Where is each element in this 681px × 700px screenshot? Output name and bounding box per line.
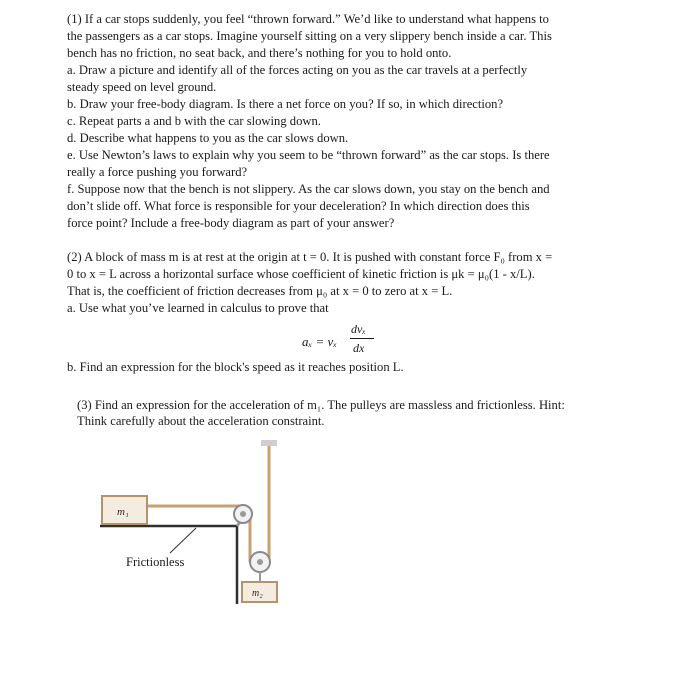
ceiling-mount xyxy=(261,440,277,446)
p3-line-2: Think carefully about the acceleration constraint. xyxy=(77,414,325,428)
p2-part-b: b. Find an expression for the block's speed as it reaches position L. xyxy=(67,360,404,374)
p1-line-13: force point? Include a free-body diagram as part of your answer? xyxy=(67,216,395,230)
p1-line-11: f. Suppose now that the bench is not slippery. As the car slows down, you stay on the bench and xyxy=(67,182,550,196)
p1-line-7: c. Repeat parts a and b with the car slowing down. xyxy=(67,114,321,128)
p1-line-5: steady speed on level ground. xyxy=(67,80,217,94)
upper-pulley-axle xyxy=(240,511,246,517)
p1-line-2: the passengers as a car stops. Imagine yourself sitting on a very slippery bench inside a car. This xyxy=(67,29,552,43)
p1-line-3: bench has no friction, no seat back, and there’s nothing for you to hold onto. xyxy=(67,46,452,60)
equation-denominator: dx xyxy=(353,341,365,355)
p2-line-3: That is, the coefficient of friction decreases from μ₀ at x = 0 to zero at x = L. xyxy=(67,284,453,298)
p2-line-1: (2) A block of mass m is at rest at the origin at t = 0. It is pushed with constant force F₀ from x = xyxy=(67,250,553,264)
p2-line-2: 0 to x = L across a horizontal surface whose coefficient of kinetic friction is μk = μ₀(1 - x/L). xyxy=(67,267,535,281)
p1-line-6: b. Draw your free-body diagram. Is there a net force on you? If so, in which direction? xyxy=(67,97,504,111)
p3-line-1: (3) Find an expression for the acceleration of m₁. The pulleys are massless and frictionless. Hint: xyxy=(77,398,565,412)
p1-line-12: don’t slide off. What force is responsible for your deceleration? In which direction does this xyxy=(67,199,530,213)
equation-numerator: dvₓ xyxy=(351,322,366,336)
p1-line-1: (1) If a car stops suddenly, you feel “thrown forward.” We’d like to understand what happens to xyxy=(67,12,549,26)
p1-line-10: really a force pushing you forward? xyxy=(67,165,248,179)
pulley-figure xyxy=(90,436,330,606)
p1-line-4: a. Draw a picture and identify all of the forces acting on you as the car travels at a perfectly xyxy=(67,63,528,77)
fraction-bar xyxy=(350,338,374,339)
lower-pulley-axle xyxy=(257,559,263,565)
p2-line-4: a. Use what you’ve learned in calculus to prove that xyxy=(67,301,329,315)
frictionless-pointer xyxy=(170,528,196,553)
p1-line-9: e. Use Newton’s laws to explain why you seem to be “thrown forward” as the car stops. Is there xyxy=(67,148,550,162)
block-m2-label: m₂ xyxy=(252,588,263,599)
pulley-diagram xyxy=(90,436,330,606)
block-m1-label: m₁ xyxy=(117,506,129,518)
p1-line-8: d. Describe what happens to you as the car slows down. xyxy=(67,131,349,145)
equation-lhs: aₓ = vₓ xyxy=(302,334,337,349)
frictionless-label: Frictionless xyxy=(126,555,185,569)
